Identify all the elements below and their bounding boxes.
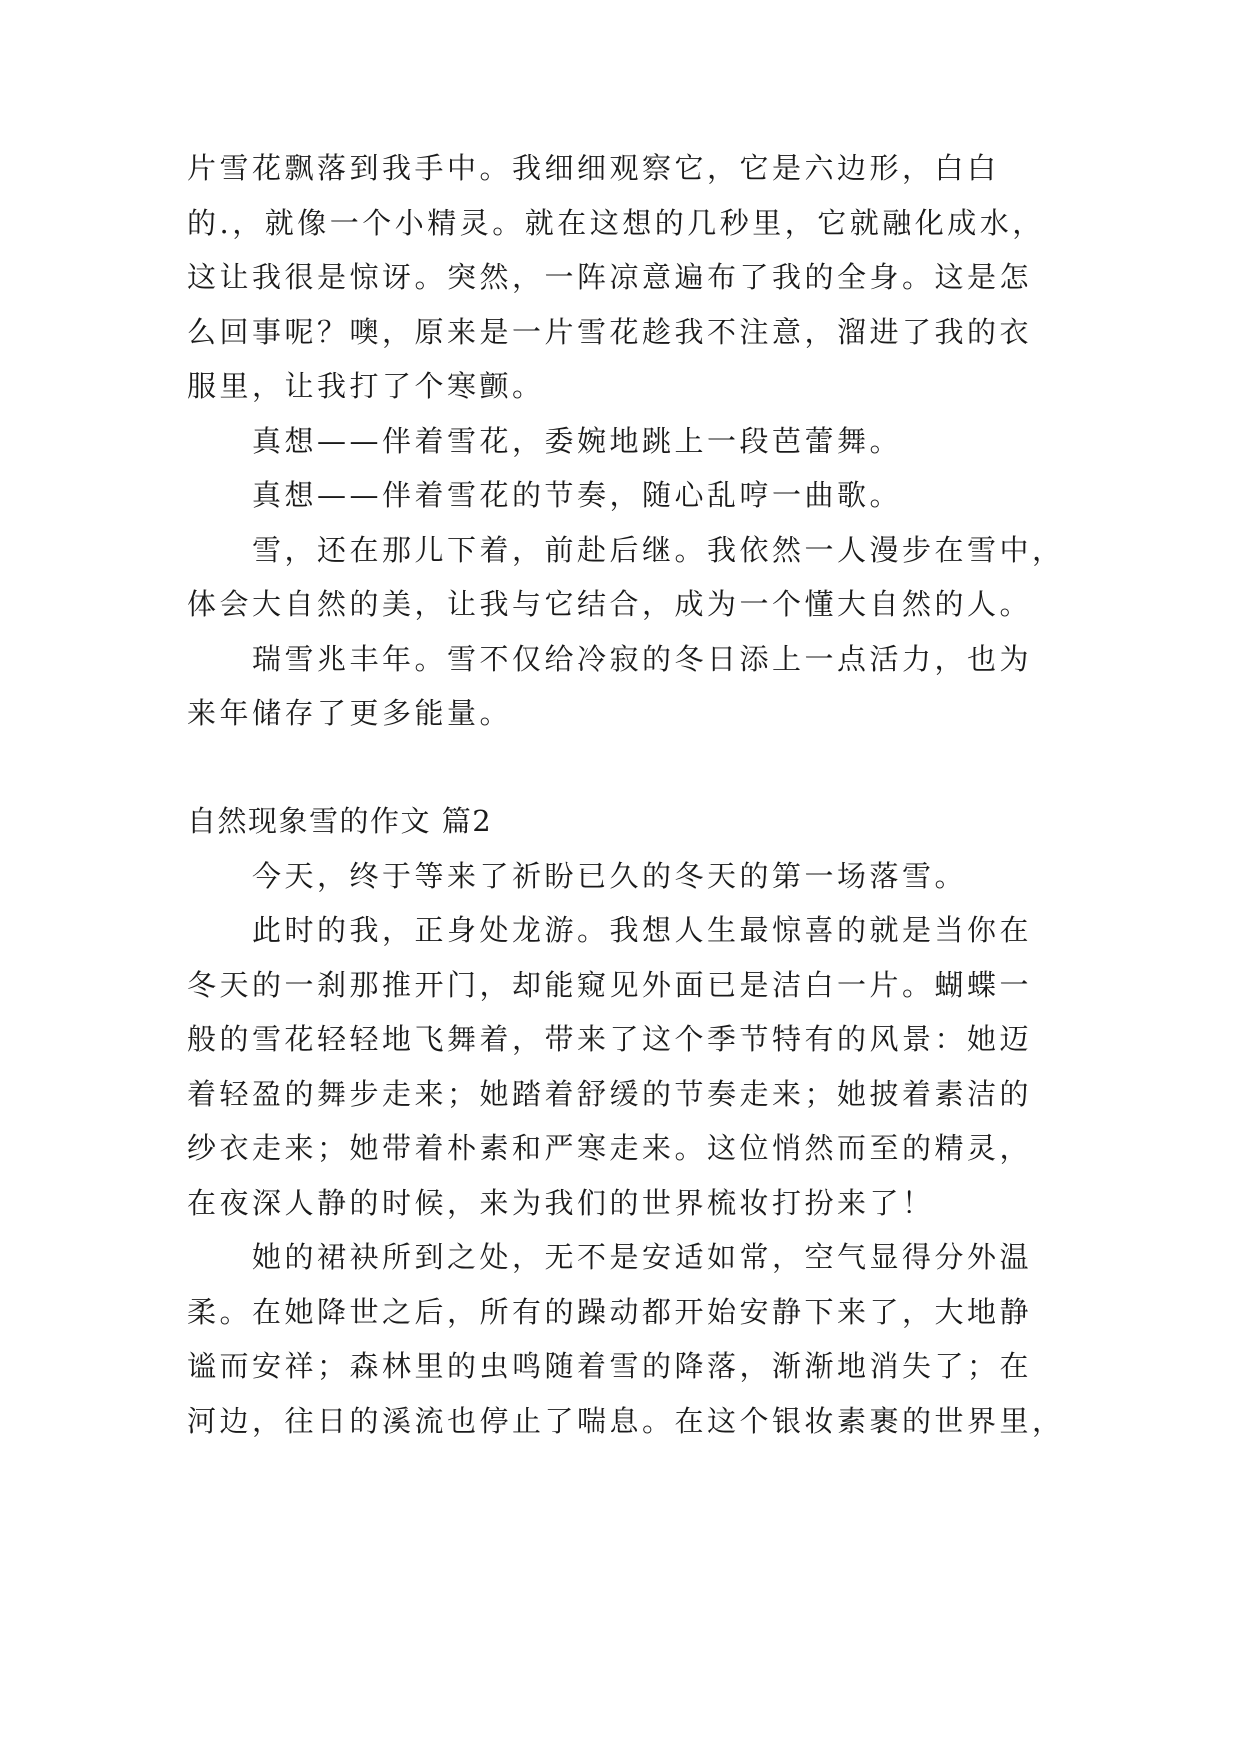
paragraph-line: 着轻盈的舞步走来；她踏着舒缓的节奏走来；她披着素洁的 [187,1077,1033,1111]
paragraph-line: 体会大自然的美，让我与它结合，成为一个懂大自然的人。 [187,587,1033,621]
section-heading: 自然现象雪的作文 篇2 [187,804,493,838]
paragraph-line: 她的裙袂所到之处，无不是安适如常，空气显得分外温 [252,1240,1033,1274]
paragraph-line: 服里，让我打了个寒颤。 [187,369,545,403]
paragraph-line: 片雪花飘落到我手中。我细细观察它，它是六边形，白白 [187,151,1000,185]
paragraph-line: 今天，终于等来了祈盼已久的冬天的第一场落雪。 [252,859,968,893]
paragraph-line: 真想——伴着雪花，委婉地跳上一段芭蕾舞。 [252,424,903,458]
paragraph-line: 般的雪花轻轻地飞舞着，带来了这个季节特有的风景：她迈 [187,1022,1033,1056]
paragraph-line: 在夜深人静的时候，来为我们的世界梳妆打扮来了！ [187,1186,935,1220]
paragraph-line: 此时的我，正身处龙游。我想人生最惊喜的就是当你在 [252,913,1033,947]
paragraph-line: 真想——伴着雪花的节奏，随心乱哼一曲歌。 [252,478,903,512]
paragraph-line: 这让我很是惊讶。突然，一阵凉意遍布了我的全身。这是怎 [187,260,1033,294]
paragraph-line: 的.，就像一个小精灵。就在这想的几秒里，它就融化成水， [187,206,1045,240]
paragraph-line: 冬天的一刹那推开门，却能窥见外面已是洁白一片。蝴蝶一 [187,968,1033,1002]
paragraph-line: 瑞雪兆丰年。雪不仅给冷寂的冬日添上一点活力，也为 [252,642,1033,676]
paragraph-line: 谧而安祥；森林里的虫鸣随着雪的降落，渐渐地消失了；在 [187,1349,1033,1383]
paragraph-line: 柔。在她降世之后，所有的躁动都开始安静下来了，大地静 [187,1295,1033,1329]
paragraph-line: 河边，往日的溪流也停止了喘息。在这个银妆素裹的世界里， [187,1404,1065,1438]
paragraph-line: 么回事呢？噢，原来是一片雪花趁我不注意，溜进了我的衣 [187,315,1033,349]
paragraph-line: 来年储存了更多能量。 [187,696,513,730]
paragraph-line: 纱衣走来；她带着朴素和严寒走来。这位悄然而至的精灵， [187,1131,1033,1165]
paragraph-line: 雪，还在那儿下着，前赴后继。我依然一人漫步在雪中， [252,533,1065,567]
